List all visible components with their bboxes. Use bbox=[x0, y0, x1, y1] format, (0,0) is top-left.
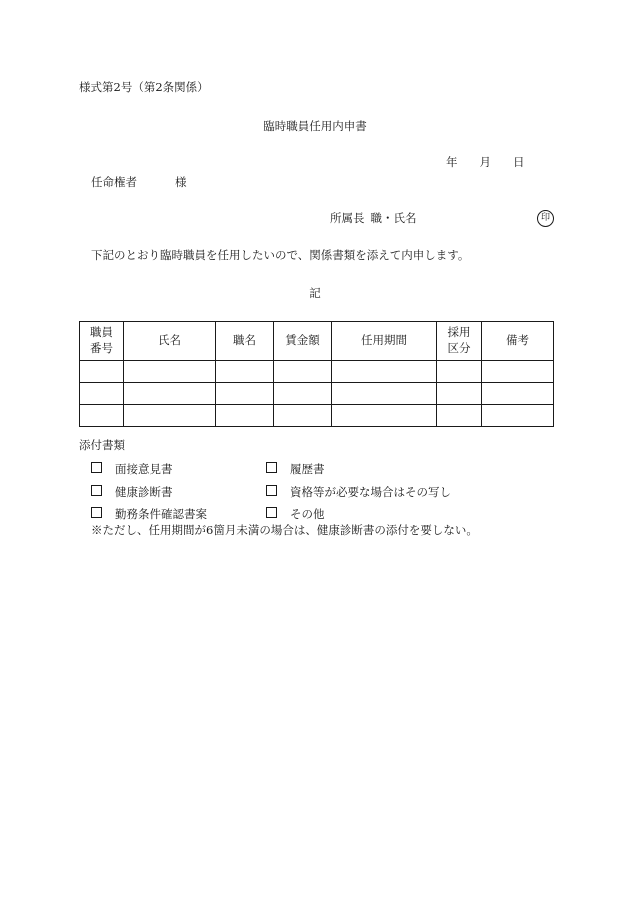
seal-mark: 印 bbox=[537, 210, 554, 227]
staff-table bbox=[79, 321, 554, 427]
attachment-item-health-certificate: 健康診断書 bbox=[91, 485, 173, 499]
table-cell[interactable] bbox=[274, 405, 332, 427]
document-title: 臨時職員任用内申書 bbox=[263, 119, 367, 133]
table-row bbox=[80, 383, 554, 405]
checkbox[interactable] bbox=[91, 507, 102, 518]
attachments-remark: ※ただし、任用期間が6箇月未満の場合は、健康診断書の添付を要しない。 bbox=[91, 523, 478, 537]
date-day-label: 日 bbox=[513, 155, 525, 169]
intro-text: 下記のとおり臨時職員を任用したいので、関係書類を添えて内申します。 bbox=[91, 248, 470, 262]
table-cell[interactable] bbox=[332, 383, 437, 405]
table-cell[interactable] bbox=[216, 361, 274, 383]
table-cell[interactable] bbox=[437, 383, 482, 405]
table-row bbox=[80, 361, 554, 383]
table-cell[interactable] bbox=[80, 361, 124, 383]
header-job-title: 職名 bbox=[216, 322, 274, 361]
sender-position-name: 職・氏名 bbox=[370, 211, 417, 225]
table-cell[interactable] bbox=[482, 383, 554, 405]
header-name: 氏名 bbox=[124, 322, 216, 361]
form-number: 様式第2号（第2条関係） bbox=[79, 80, 209, 94]
table-cell[interactable] bbox=[216, 405, 274, 427]
table-cell[interactable] bbox=[216, 383, 274, 405]
attachment-item-resume: 履歴書 bbox=[266, 462, 325, 476]
header-period: 任用期間 bbox=[332, 322, 437, 361]
date-year-label: 年 bbox=[446, 155, 458, 169]
checkbox[interactable] bbox=[266, 462, 277, 473]
table-cell[interactable] bbox=[437, 361, 482, 383]
header-staff-number: 職員 番号 bbox=[80, 322, 124, 361]
checkbox[interactable] bbox=[266, 485, 277, 496]
table-cell[interactable] bbox=[80, 383, 124, 405]
attachment-item-work-conditions: 勤務条件確認書案 bbox=[91, 507, 207, 521]
note-heading: 記 bbox=[309, 286, 321, 300]
table-cell[interactable] bbox=[482, 361, 554, 383]
table-cell[interactable] bbox=[482, 405, 554, 427]
header-remarks: 備考 bbox=[482, 322, 554, 361]
table-cell[interactable] bbox=[124, 361, 216, 383]
date-month-label: 月 bbox=[479, 155, 491, 169]
checkbox[interactable] bbox=[91, 462, 102, 473]
sender bbox=[330, 213, 417, 225]
addressee bbox=[91, 177, 187, 189]
table-cell[interactable] bbox=[437, 405, 482, 427]
date-line bbox=[446, 157, 525, 169]
attachments-heading: 添付書類 bbox=[79, 438, 125, 452]
table-header-row bbox=[80, 322, 554, 361]
table-cell[interactable] bbox=[124, 383, 216, 405]
table-cell[interactable] bbox=[124, 405, 216, 427]
attachment-item-interview-opinion: 面接意見書 bbox=[91, 462, 173, 476]
table-cell[interactable] bbox=[274, 361, 332, 383]
sender-affiliation: 所属長 bbox=[330, 211, 365, 225]
table-row bbox=[80, 405, 554, 427]
attachment-item-other: その他 bbox=[266, 507, 325, 521]
checkbox[interactable] bbox=[266, 507, 277, 518]
addressee-honorific: 様 bbox=[175, 175, 187, 189]
table-cell[interactable] bbox=[332, 361, 437, 383]
table-cell[interactable] bbox=[80, 405, 124, 427]
attachment-item-qualification-copy: 資格等が必要な場合はその写し bbox=[266, 485, 451, 499]
table-cell[interactable] bbox=[332, 405, 437, 427]
header-wage: 賃金額 bbox=[274, 322, 332, 361]
table-cell[interactable] bbox=[274, 383, 332, 405]
header-hiring-type: 採用 区分 bbox=[437, 322, 482, 361]
checkbox[interactable] bbox=[91, 485, 102, 496]
addressee-name: 任命権者 bbox=[91, 175, 137, 189]
